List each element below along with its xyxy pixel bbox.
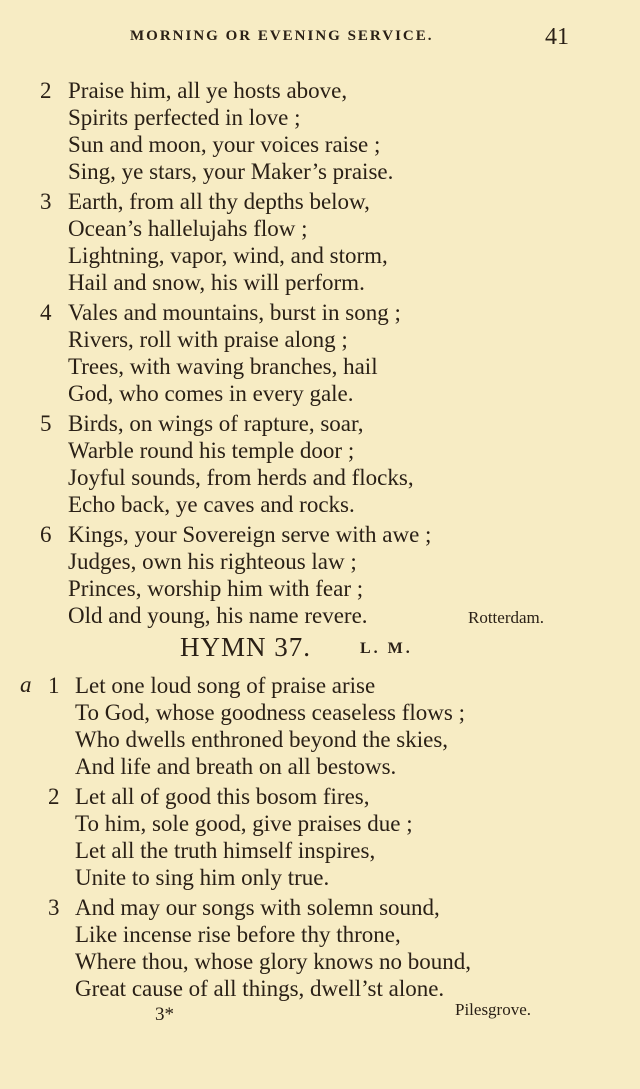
verse-line: To God, whose goodness ceaseless flows ; bbox=[75, 700, 465, 725]
verse-number: 5 bbox=[40, 411, 52, 436]
tune-name: Pilesgrove. bbox=[455, 1000, 532, 1019]
verse-line: Trees, with waving branches, hail bbox=[68, 354, 378, 379]
verse-line: Unite to sing him only true. bbox=[75, 865, 330, 890]
verse-line: Let one loud song of praise arise bbox=[75, 673, 376, 698]
hymn-meter: L. M. bbox=[360, 640, 413, 657]
verse-line: And life and breath on all bestows. bbox=[75, 754, 397, 779]
verse-line: Sing, ye stars, your Maker’s praise. bbox=[68, 159, 394, 184]
verse-line: Ocean’s hallelujahs flow ; bbox=[68, 216, 308, 241]
signature-mark: 3* bbox=[155, 1004, 174, 1025]
verse-line: Let all the truth himself inspires, bbox=[75, 838, 376, 863]
verse-line: God, who comes in every gale. bbox=[68, 381, 354, 406]
verse-line: Like incense rise before thy throne, bbox=[75, 922, 401, 947]
verse-line: Let all of good this bosom fires, bbox=[75, 784, 370, 809]
verse-line: Joyful sounds, from herds and flocks, bbox=[68, 465, 414, 490]
tune-name: Rotterdam. bbox=[468, 608, 545, 627]
verse-line: Rivers, roll with praise along ; bbox=[68, 327, 348, 352]
verse-number: 4 bbox=[40, 300, 52, 325]
running-head: MORNING OR EVENING SERVICE. bbox=[130, 28, 434, 44]
verse-line: Praise him, all ye hosts above, bbox=[68, 78, 348, 103]
verse-line: Birds, on wings of rapture, soar, bbox=[68, 411, 364, 436]
verse-line: Judges, own his righteous law ; bbox=[68, 549, 357, 574]
verse-line: Lightning, vapor, wind, and storm, bbox=[68, 243, 388, 268]
verse-line: Princes, worship him with fear ; bbox=[68, 576, 364, 601]
verse-number: 6 bbox=[40, 522, 52, 547]
verse-line: Hail and snow, his will perform. bbox=[68, 270, 365, 295]
verse-line: Echo back, ye caves and rocks. bbox=[68, 492, 355, 517]
verse-line: Great cause of all things, dwell’st alone. bbox=[75, 976, 445, 1001]
verse-line: Spirits perfected in love ; bbox=[68, 105, 301, 130]
verse-line: Who dwells enthroned beyond the skies, bbox=[75, 727, 449, 752]
verse-line: Old and young, his name revere. bbox=[68, 603, 368, 628]
verse-number: 3 bbox=[40, 189, 52, 214]
verse-line: To him, sole good, give praises due ; bbox=[75, 811, 413, 836]
verse-line: Warble round his temple door ; bbox=[68, 438, 355, 463]
verse-number: 2 bbox=[48, 784, 60, 809]
verse-line: Earth, from all thy depths below, bbox=[68, 189, 370, 214]
verse-number: 3 bbox=[48, 895, 60, 920]
verse-number: 2 bbox=[40, 78, 52, 103]
verse-number: 1 bbox=[48, 673, 60, 698]
margin-mark: a bbox=[20, 672, 32, 697]
verse-line: Kings, your Sovereign serve with awe ; bbox=[68, 522, 432, 547]
verse-line: Where thou, whose glory knows no bound, bbox=[75, 949, 472, 974]
verse-line: And may our songs with solemn sound, bbox=[75, 895, 440, 920]
verse-line: Sun and moon, your voices raise ; bbox=[68, 132, 381, 157]
verse-line: Vales and mountains, burst in song ; bbox=[68, 300, 401, 325]
page-number: 41 bbox=[545, 24, 569, 50]
hymn-title: HYMN 37. bbox=[180, 632, 312, 662]
